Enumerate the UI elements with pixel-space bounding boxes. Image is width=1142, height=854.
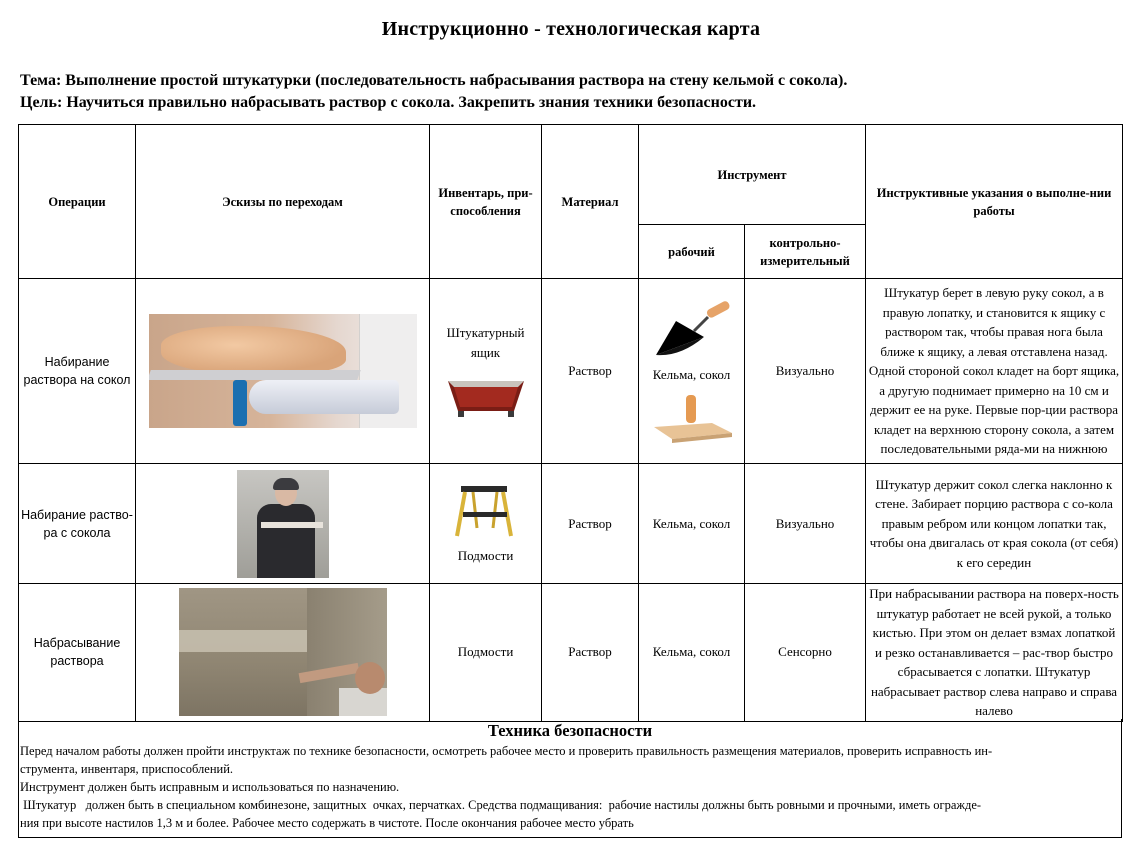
- topic-line: Тема: Выполнение простой штукатурки (последовательность набрасывания раствора на стену кельмой с сокола).: [20, 72, 848, 89]
- stepladder-icon: [451, 482, 521, 538]
- inventory-label: Подмости: [457, 547, 514, 563]
- sketch-cell: [136, 584, 430, 722]
- safety-line: Штукатур должен быть в специальном комбинезоне, защитных очках, перчатках. Средства подмащивания: рабочие настилы должны быть ровными и прочными, иметь огражде-: [20, 798, 982, 812]
- sketch-photo-hawk-loading: [149, 314, 417, 428]
- sketch-photo-throwing-mortar: [179, 588, 387, 716]
- goal-line: Цель: Научиться правильно набрасывать раствор с сокола. Закрепить знания техники безопасности.: [20, 94, 757, 111]
- header-material: Материал: [542, 125, 639, 279]
- header-instructions: Инструктивные указания о выполне-нии работы: [866, 125, 1123, 279]
- safety-line: струмента, инвентаря, приспособлений.: [20, 762, 234, 776]
- inventory-cell: [430, 464, 542, 584]
- safety-line: Инструмент должен быть исправным и использоваться по назначению.: [20, 780, 400, 794]
- sketch-photo-plasterer: [237, 470, 329, 578]
- working-tool-cell: Кельма, сокол: [639, 464, 745, 584]
- control-tool-cell: Сенсорно: [745, 584, 866, 722]
- instructions-cell: Штукатур берет в левую руку сокол, а в правую лопатку, и становится к ящику с раствором так, чтобы правая нога была ближе к ящику, а левая отставлена назад. Одной стороной сокол кладет на борт ящика, а другую поднимает примерно на 10 см и держит ее на руке. Первые пор-ции раствора кладет на верхнюю сторону сокола, а затем последовательными рядa-ми на нижнюю: [866, 279, 1123, 464]
- inventory-cell: Подмости: [430, 584, 542, 722]
- safety-line: Перед началом работы должен пройти инструктаж по технике безопасности, осмотреть рабочее место и проверить правильность размещения материалов, проверить исправность ин-: [20, 744, 993, 758]
- header-instrument: Инструмент: [639, 125, 866, 225]
- inventory-cell: [430, 279, 542, 464]
- header-control-tool: контрольно-измерительный: [745, 225, 866, 279]
- operation-cell: Набрасывание раствора: [19, 584, 136, 722]
- safety-title: Техника безопасности: [487, 721, 653, 740]
- operation-cell: Набирание раство-ра с сокола: [19, 464, 136, 584]
- sketch-cell: [136, 464, 430, 584]
- header-sketches: Эскизы по переходам: [136, 125, 430, 279]
- material-cell: Раствор: [542, 464, 639, 584]
- inventory-label: Штукатурный ящик: [446, 325, 525, 360]
- control-tool-cell: Визуально: [745, 464, 866, 584]
- safety-line: ния при высоте настилов 1,3 м и более. Рабочее место содержать в чистоте. После окончания рабочее место убрать: [20, 816, 634, 830]
- instructions-cell: При набрасывании раствора на поверх-ность штукатур работает не всей рукой, а только кистью. При этом он делает взмах лопаткой и резко останавливается – рас-твор быстро сбрасывается с лопатки. Штукатур набрасывает раствор слева направо и справа налево: [866, 584, 1123, 722]
- table-row: [19, 584, 1123, 722]
- instructions-cell: Штукатур держит сокол слегка наклонно к стене. Забирает порцию раствора с со-кола правым ребром или концом лопатки так, чтобы она двигалась от края сокола (от себя) к его середин: [866, 464, 1123, 584]
- instruction-table: [18, 124, 1123, 722]
- trowel-icon: [650, 299, 734, 363]
- working-tool-label: Кельма, сокол: [652, 367, 731, 382]
- document-title: Инструкционно - технологическая карта: [381, 18, 761, 40]
- header-working-tool: рабочий: [639, 225, 745, 279]
- hawk-icon: [650, 393, 734, 443]
- material-cell: Раствор: [542, 584, 639, 722]
- control-tool-cell: Визуально: [745, 279, 866, 464]
- working-tool-cell: Кельма, сокол: [639, 584, 745, 722]
- safety-section: [18, 719, 1122, 838]
- mortar-box-icon: [444, 371, 528, 419]
- working-tool-cell: [639, 279, 745, 464]
- operation-cell: Набирание раствора на сокол: [19, 279, 136, 464]
- sketch-cell: [136, 279, 430, 464]
- table-row: [19, 279, 1123, 464]
- header-operations: Операции: [19, 125, 136, 279]
- table-row: [19, 464, 1123, 584]
- material-cell: Раствор: [542, 279, 639, 464]
- header-inventory: Инвентарь, при-способления: [430, 125, 542, 279]
